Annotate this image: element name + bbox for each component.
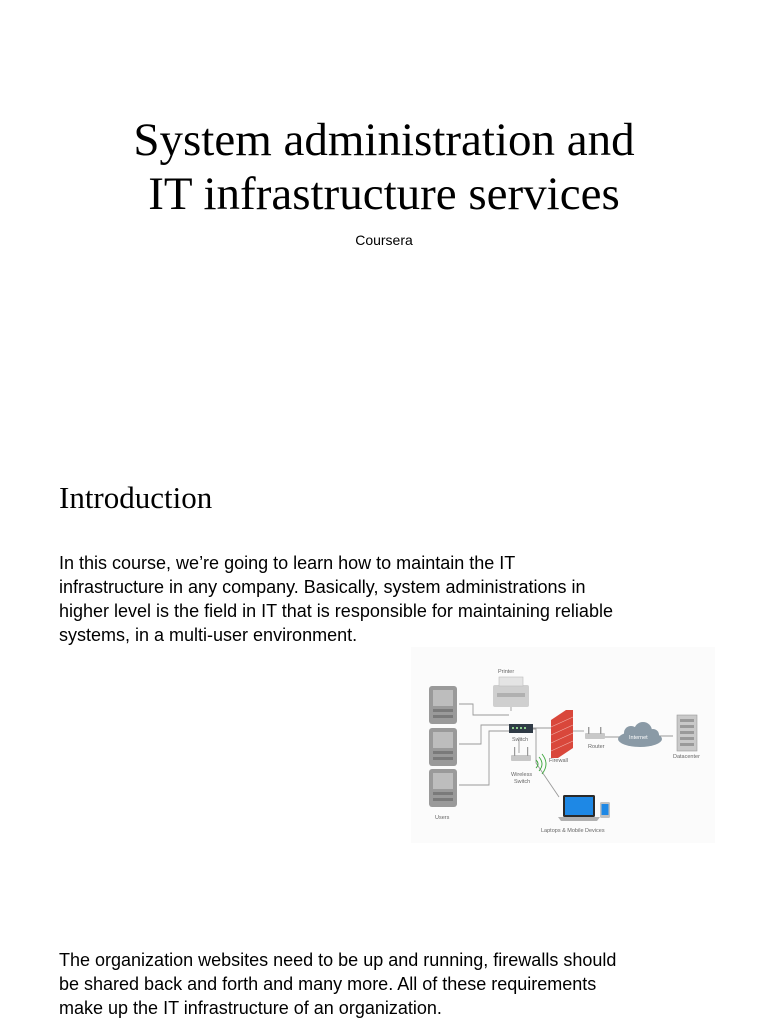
page-subtitle: Coursera	[355, 232, 413, 248]
label-users: Users	[435, 815, 450, 821]
label-router: Router	[588, 744, 605, 750]
printer-icon	[493, 677, 529, 707]
title-line-2: IT infrastructure services	[148, 168, 620, 220]
label-wireless-line2: Switch	[514, 779, 531, 785]
network-diagram	[411, 647, 715, 843]
intro-line: systems, in a multi-user environment.	[59, 625, 358, 645]
user-computer-icon	[429, 728, 457, 766]
title-line-1: System administration and	[133, 114, 635, 166]
label-wireless-line1: Wireless	[511, 772, 533, 778]
intro-line: infrastructure in any company. Basically, system administrations in	[59, 577, 586, 597]
intro-line: In this course, we’re going to learn how to maintain the IT	[59, 553, 516, 573]
label-internet: Internet	[629, 735, 648, 741]
label-printer: Printer	[498, 669, 515, 675]
page-title	[0, 113, 768, 221]
datacenter-icon	[677, 715, 697, 751]
label-firewall: Firewall	[549, 758, 568, 764]
laptop-icon	[558, 795, 600, 821]
label-switch: Switch	[512, 737, 529, 743]
firewall-icon	[551, 710, 573, 758]
closing-paragraph	[59, 948, 616, 1020]
mobile-device-icon	[600, 802, 610, 818]
user-computer-icon	[429, 769, 457, 807]
network-diagram-svg	[411, 647, 715, 843]
router-icon	[585, 727, 605, 739]
closing-line: The organization websites need to be up and running, firewalls should	[59, 950, 617, 970]
closing-line: be shared back and forth and many more. All of these requirements	[59, 974, 597, 994]
closing-line: make up the IT infrastructure of an organization.	[59, 998, 442, 1018]
user-computer-icon	[429, 686, 457, 724]
intro-paragraph	[59, 551, 613, 647]
label-laptops: Laptops & Mobile Devices	[541, 828, 605, 834]
section-heading: Introduction	[59, 480, 213, 515]
switch-icon	[509, 724, 533, 733]
intro-line: higher level is the field in IT that is responsible for maintaining reliable	[59, 601, 613, 621]
label-datacenter: Datacenter	[673, 754, 700, 760]
